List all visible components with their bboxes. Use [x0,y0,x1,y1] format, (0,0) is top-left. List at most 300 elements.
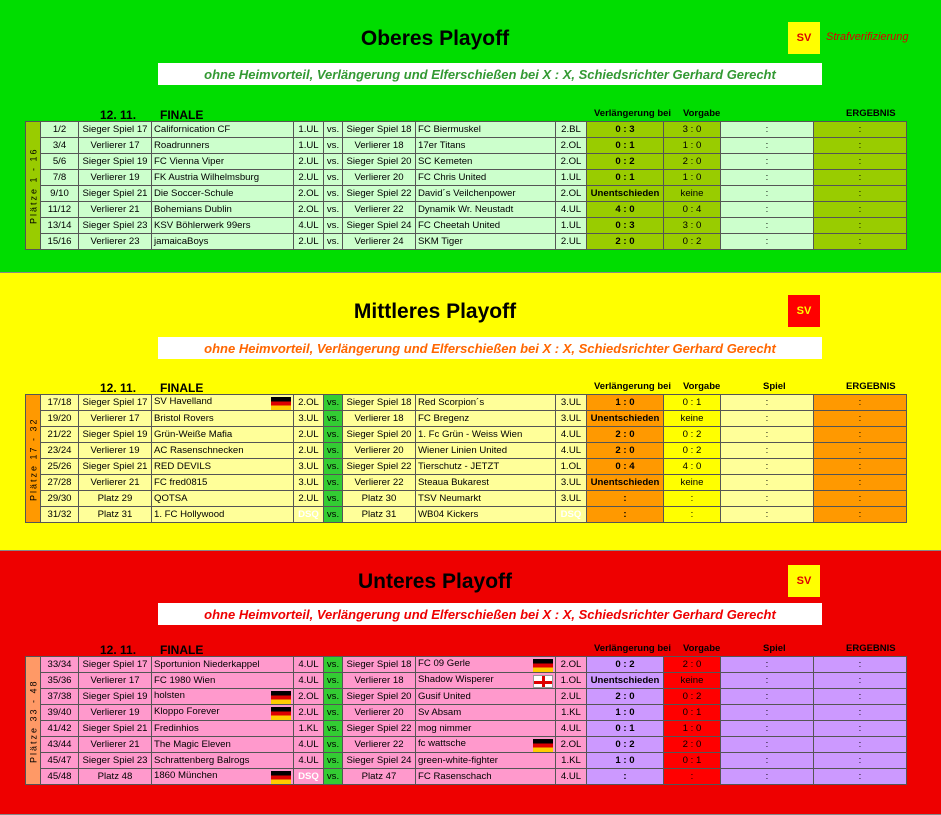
team-away-text: mog nimmer [418,723,472,734]
team-away-text: Dynamik Wr. Neustadt [418,204,514,215]
league-home [294,491,324,507]
versus-cell [324,218,343,234]
league-away [556,154,587,170]
rules-banner: ohne Heimvorteil, Verlängerung und Elferschießen bei X : X, Schiedsrichter Gerhard Gerecht [158,337,822,359]
slot-home [79,138,152,154]
slot-away [343,218,416,234]
team-home-text: Fredinhios [154,723,199,734]
team-home [152,507,294,523]
slot-away-text: Verlierer 20 [354,172,404,183]
team-away-text: Tierschutz - JETZT [418,461,500,472]
header-verlaengerung: Verlängerung bei [594,381,672,392]
slot-home-text: Sieger Spiel 17 [82,124,148,135]
slot-away [343,395,416,411]
game-cell-text: : [765,124,769,135]
slot-away-text: Sieger Spiel 20 [346,691,412,702]
result-cell-text: : [858,771,862,782]
slot-home-text: Verlierer 21 [90,477,140,488]
league-away [556,475,587,491]
league-away-text: 2.OL [560,140,582,151]
header-vorgabe: Vorgabe [683,643,721,654]
slot-away-text: Verlierer 22 [354,739,404,750]
slot-away [343,673,416,689]
versus-cell [324,202,343,218]
versus-cell [324,507,343,523]
game-cell [721,122,814,138]
versus-cell [324,705,343,721]
team-home [152,411,294,427]
slot-home [79,689,152,705]
handicap-cell-text: keine [680,413,704,424]
slot-home [79,411,152,427]
league-home-text: 2.UL [298,707,319,718]
league-away-text: 2.BL [561,124,581,135]
team-away [416,737,556,753]
team-home [152,443,294,459]
versus-cell-text: vs. [326,493,340,504]
result-cell [814,122,907,138]
league-home [294,170,324,186]
handicap-cell [664,395,721,411]
slot-home [79,753,152,769]
slot-home [79,395,152,411]
places-cell [41,443,79,459]
places-cell [41,657,79,673]
handicap-cell-text: 0 : 2 [682,691,702,702]
slot-away [343,657,416,673]
result-cell [814,459,907,475]
versus-cell [324,657,343,673]
league-home-text: 4.UL [298,220,319,231]
versus-cell-text: vs. [326,172,340,183]
league-home [294,507,324,523]
team-home-text: The Magic Eleven [154,739,231,750]
game-cell [721,475,814,491]
match-row [26,411,907,427]
team-home-text: FC Vienna Viper [154,156,225,167]
places-cell-text: 21/22 [47,429,72,440]
team-away [416,491,556,507]
result-cell-text: : [858,413,862,424]
places-cell-text: 37/38 [47,691,72,702]
header-date: 12. 11. [100,643,137,657]
result-cell-text: : [858,675,862,686]
league-away-text: 1.UL [560,172,582,183]
overtime-cell-text: Unentschieden [590,477,660,488]
game-cell [721,769,814,785]
overtime-cell-text: 0 : 1 [615,723,635,734]
match-row [26,138,907,154]
game-cell [721,721,814,737]
game-cell [721,491,814,507]
versus-cell-text: vs. [326,204,340,215]
result-cell [814,491,907,507]
game-cell [721,673,814,689]
overtime-cell-text: 0 : 2 [615,739,635,750]
header-ergebnis: ERGEBNIS [846,381,896,392]
league-home-text: 2.OL [298,397,319,408]
match-row [26,507,907,523]
slot-home [79,202,152,218]
result-cell-text: : [858,172,862,183]
team-home-text: Bristol Rovers [154,413,214,424]
team-home [152,138,294,154]
overtime-cell [587,154,664,170]
handicap-cell-text: : [690,493,694,504]
slot-away-text: Verlierer 20 [354,445,404,456]
overtime-cell [587,753,664,769]
places-cell [41,705,79,721]
places-cell-text: 43/44 [47,739,72,750]
handicap-cell-text: 4 : 0 [682,461,702,472]
team-home-text: RED DEVILS [154,461,212,472]
slot-home-text: Sieger Spiel 17 [82,659,148,670]
versus-cell-text: vs. [326,429,340,440]
slot-home [79,443,152,459]
handicap-cell [664,769,721,785]
league-away-text: 4.UL [560,204,582,215]
team-away-text: Sv Absam [418,707,462,718]
team-away-text: FC Cheetah United [418,220,501,231]
league-away-text: 2.UL [560,691,582,702]
handicap-cell-text: 2 : 0 [682,659,702,670]
versus-cell-text: vs. [326,509,340,520]
places-cell-text: 41/42 [47,723,72,734]
places-cell [41,673,79,689]
league-away-text: 4.UL [560,429,582,440]
league-home-text: 2.UL [298,236,319,247]
game-cell-text: : [765,220,769,231]
slot-home [79,657,152,673]
overtime-cell-text: 0 : 3 [615,220,635,231]
league-away-text: 1.OL [560,675,582,686]
game-cell [721,138,814,154]
places-cell-text: 17/18 [47,397,72,408]
places-cell-text: 35/36 [47,675,72,686]
team-home [152,395,294,411]
slot-home-text: Verlierer 23 [90,236,140,247]
slot-home [79,673,152,689]
team-away-text: Steaua Bukarest [418,477,489,488]
overtime-cell-text: 0 : 4 [615,461,635,472]
places-cell [41,721,79,737]
team-home-text: SV Havelland [154,395,213,407]
handicap-cell-text: 0 : 2 [682,236,702,247]
team-home-text: Bohemians Dublin [154,204,232,215]
overtime-cell [587,234,664,250]
game-cell [721,218,814,234]
game-cell [721,395,814,411]
versus-cell [324,459,343,475]
team-home [152,689,294,705]
league-home [294,459,324,475]
game-cell-text: : [765,739,769,750]
result-cell-text: : [858,140,862,151]
match-row [26,689,907,705]
places-cell [41,218,79,234]
slot-away-text: Sieger Spiel 20 [346,156,412,167]
sv-note-label: Strafverifizierung [826,31,909,43]
slot-away-text: Sieger Spiel 22 [346,461,412,472]
handicap-cell [664,491,721,507]
places-cell [41,427,79,443]
league-away-text: 2.OL [560,156,582,167]
slot-home [79,491,152,507]
overtime-cell [587,657,664,673]
slot-home [79,475,152,491]
slot-home-text: Sieger Spiel 17 [82,397,148,408]
result-cell [814,657,907,673]
slot-home-text: Sieger Spiel 19 [82,156,148,167]
game-cell [721,443,814,459]
team-away-text: FC Biermuskel [418,124,481,135]
team-away-text: SC Kemeten [418,156,473,167]
header-vorgabe: Vorgabe [683,381,721,392]
slot-home-text: Platz 29 [97,493,133,504]
team-home-text: jamaicaBoys [154,236,209,247]
match-row [26,491,907,507]
versus-cell-text: vs. [326,220,340,231]
team-home [152,753,294,769]
versus-cell [324,122,343,138]
slot-away [343,202,416,218]
handicap-cell-text: 1 : 0 [682,140,702,151]
header-finale: FINALE [160,381,204,395]
handicap-cell [664,507,721,523]
slot-home-text: Verlierer 21 [90,204,140,215]
handicap-cell-text: 3 : 0 [682,124,702,135]
game-cell [721,657,814,673]
handicap-cell [664,721,721,737]
header-date: 12. 11. [100,381,137,395]
league-away [556,737,587,753]
match-row [26,737,907,753]
germany-flag-icon [533,739,553,752]
overtime-cell [587,459,664,475]
league-home [294,395,324,411]
result-cell-text: : [858,691,862,702]
game-cell-text: : [765,707,769,718]
versus-cell [324,154,343,170]
overtime-cell-text: 1 : 0 [615,755,635,766]
team-away-text: Shadow Wisperer [418,673,494,685]
header-spiel: Spiel [763,643,786,654]
slot-home [79,705,152,721]
team-away-text: green-white-fighter [418,755,498,766]
result-cell-text: : [858,477,862,488]
league-home-text: 3.UL [298,461,319,472]
league-away [556,721,587,737]
league-away [556,186,587,202]
versus-cell-text: vs. [326,236,340,247]
team-home [152,721,294,737]
handicap-cell [664,234,721,250]
team-away [416,507,556,523]
league-home [294,475,324,491]
team-away [416,657,556,673]
game-cell-text: : [765,723,769,734]
overtime-cell [587,769,664,785]
handicap-cell [664,186,721,202]
places-cell-text: 25/26 [47,461,72,472]
game-cell [721,202,814,218]
slot-home [79,170,152,186]
playoff-table [25,394,907,523]
places-cell-text: 19/20 [47,413,72,424]
team-away-text: FC Chris United [418,172,487,183]
places-cell [41,202,79,218]
places-cell [41,769,79,785]
league-away-text: 1.OL [560,461,582,472]
result-cell-text: : [858,493,862,504]
league-home-text: 2.OL [298,188,319,199]
result-cell-text: : [858,445,862,456]
overtime-cell [587,689,664,705]
team-home-text: QOTSA [154,493,188,504]
team-home [152,186,294,202]
versus-cell-text: vs. [326,156,340,167]
places-cell [41,411,79,427]
slot-away [343,705,416,721]
league-away [556,234,587,250]
match-row [26,459,907,475]
game-cell-text: : [765,755,769,766]
handicap-cell-text: 0 : 4 [682,204,702,215]
header-finale: FINALE [160,108,204,122]
game-cell [721,507,814,523]
handicap-cell [664,427,721,443]
league-home-text: 1.UL [298,140,319,151]
rules-banner: ohne Heimvorteil, Verlängerung und Elferschießen bei X : X, Schiedsrichter Gerhard Gerecht [158,603,822,625]
handicap-cell [664,154,721,170]
result-cell [814,507,907,523]
league-home [294,443,324,459]
team-home-text: KSV Böhlerwerk 99ers [154,220,251,231]
versus-cell-text: vs. [326,675,340,686]
germany-flag-icon [271,691,291,704]
game-cell-text: : [765,413,769,424]
league-away [556,395,587,411]
team-away-text: 1. Fc Grün - Weiss Wien [418,429,523,440]
team-home-text: Die Soccer-Schule [154,188,234,199]
team-away-text: FC Rasenschach [418,771,492,782]
places-cell [41,154,79,170]
match-row [26,202,907,218]
versus-cell [324,395,343,411]
team-away-text: SKM Tiger [418,236,463,247]
slot-home [79,721,152,737]
handicap-cell [664,411,721,427]
game-cell-text: : [765,509,769,520]
slot-away-text: Sieger Spiel 24 [346,755,412,766]
overtime-cell [587,202,664,218]
team-home-text: FC 1980 Wien [154,675,216,686]
team-away [416,395,556,411]
team-away-text: Wiener Linien United [418,445,508,456]
result-cell [814,202,907,218]
playoff-table [25,121,907,250]
places-cell-text: 23/24 [47,445,72,456]
handicap-cell [664,737,721,753]
handicap-cell [664,475,721,491]
team-away-text: fc wattsche [418,737,466,749]
overtime-cell-text: 2 : 0 [615,429,635,440]
game-cell-text: : [765,188,769,199]
places-cell [41,186,79,202]
handicap-cell [664,443,721,459]
places-cell [41,138,79,154]
overtime-cell [587,395,664,411]
slot-home-text: Verlierer 17 [90,140,140,151]
overtime-cell [587,705,664,721]
handicap-cell [664,218,721,234]
slot-home-text: Sieger Spiel 19 [82,429,148,440]
handicap-cell [664,170,721,186]
overtime-cell-text: Unentschieden [590,413,660,424]
result-cell [814,705,907,721]
team-away-text: TSV Neumarkt [418,493,481,504]
game-cell-text: : [765,659,769,670]
overtime-cell-text: 0 : 2 [615,659,635,670]
versus-cell-text: vs. [326,691,340,702]
league-home-text: 4.UL [298,755,319,766]
game-cell [721,170,814,186]
versus-cell [324,234,343,250]
league-home [294,721,324,737]
match-row [26,721,907,737]
places-cell [41,507,79,523]
overtime-cell-text: 2 : 0 [615,691,635,702]
slot-away [343,753,416,769]
game-cell-text: : [765,477,769,488]
league-away-text: 3.UL [560,477,582,488]
league-away [556,705,587,721]
game-cell [721,234,814,250]
slot-away-text: Verlierer 20 [354,707,404,718]
places-cell-text: 29/30 [47,493,72,504]
team-home [152,202,294,218]
game-cell-text: : [765,140,769,151]
result-cell-text: : [858,755,862,766]
result-cell-text: : [858,707,862,718]
overtime-cell-text: 0 : 2 [615,156,635,167]
match-row [26,705,907,721]
slot-away [343,721,416,737]
league-away-text: 1.UL [560,220,582,231]
game-cell [721,689,814,705]
team-home-text: Roadrunners [154,140,210,151]
league-home [294,769,324,785]
section-title: Oberes Playoff [360,27,510,50]
slot-away-text: Verlierer 22 [354,204,404,215]
handicap-cell [664,138,721,154]
result-cell [814,395,907,411]
handicap-cell-text: 1 : 0 [682,723,702,734]
team-away [416,154,556,170]
result-cell [814,138,907,154]
team-away [416,138,556,154]
slot-home-text: Verlierer 17 [90,675,140,686]
playoff-section [0,551,941,815]
game-cell-text: : [765,172,769,183]
slot-away [343,769,416,785]
team-away [416,705,556,721]
slot-away-text: Verlierer 24 [354,236,404,247]
slot-away [343,507,416,523]
overtime-cell [587,411,664,427]
versus-cell [324,491,343,507]
versus-cell [324,427,343,443]
